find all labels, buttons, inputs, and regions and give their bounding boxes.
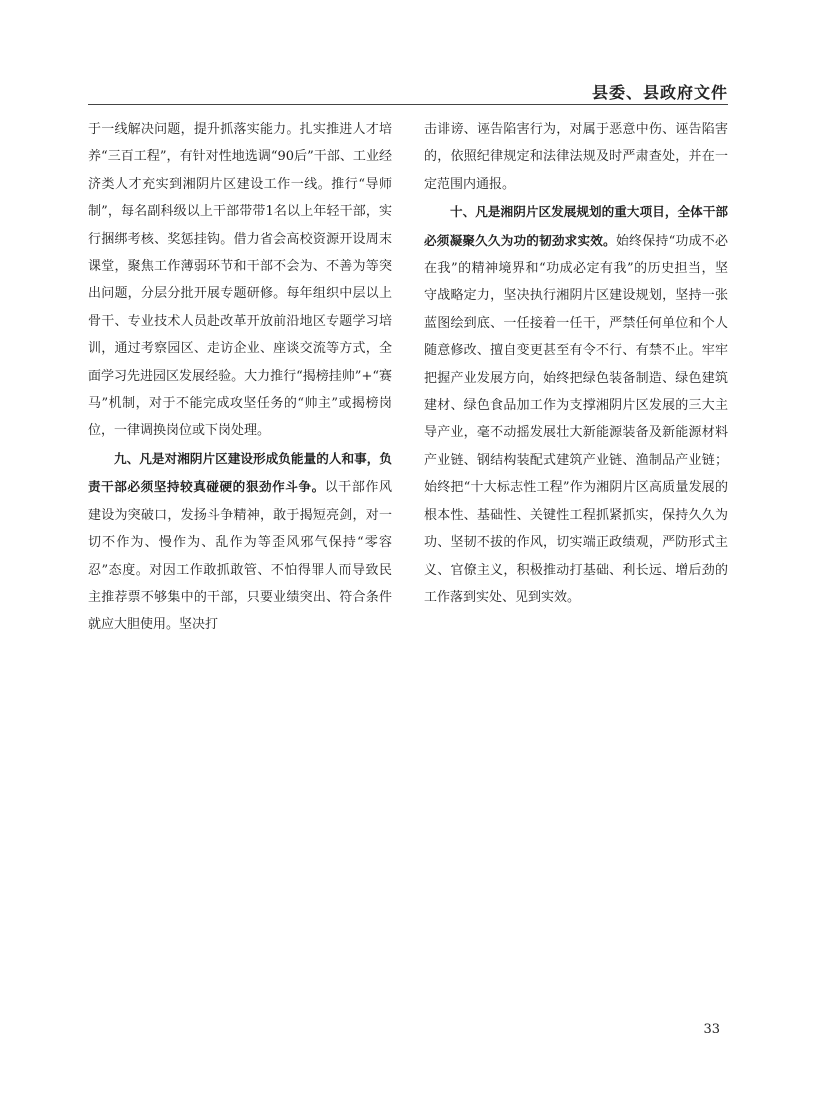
right-column [424,116,728,611]
right-paragraph-1: 击诽谤、诬告陷害行为，对属于恶意中伤、诬告陷害的，依照纪律规定和法律法规及时严肃查处，并在一定范围内通报。 [424,122,728,192]
section-body-10: 始终保持“功成不必在我”的精神境界和“功成必定有我”的历史担当，坚守战略定力，坚决执行湘阴片区建设规划，坚持一张蓝图绘到底、一任接着一任干，严禁任何单位和个人随意修改、擅自变更甚至有令不行、有禁不止。牢牢把握产业发展方向，始终把绿色装备制造、绿色建筑建材、绿色食品加工作为支撑湘阴片区发展的三大主导产业，毫不动摇发展壮大新能源装备及新能源材料产业链、钢结构装配式建筑产业链、渔制品产业链；始终把“十大标志性工程”作为湘阴片区高质量发展的根本性、基础性、关键性工程抓紧抓实，保持久久为功、坚韧不拔的作风，切实端正政绩观，严防形式主义、官僚主义，积极推动打基础、利长远、增后劲的工作落到实处、见到实效。 [424,233,729,605]
left-column [88,116,392,639]
left-paragraph-1: 于一线解决问题，提升抓落实能力。扎实推进人才培养“三百工程”，有针对性地选调“90后”干部、工业经济类人才充实到湘阴片区建设工作一线。推行“导师制”，每名副科级以上干部带带1名以上年轻干部，实行捆绑考核、奖惩挂钩。借力省会高校资源开设周末课堂，聚焦工作薄弱环节和干部不会为、不善为等突出问题，分层分批开展专题研修。每年组织中层以上骨干、专业技术人员赴改革开放前沿地区专题学习培训，通过考察园区、走访企业、座谈交流等方式，全面学习先进园区发展经验。大力推行“揭榜挂帅”+“赛马”机制，对于不能完成攻坚任务的“帅主”或揭榜岗位，一律调换岗位或下岗处理。 [88,122,392,439]
section-heading-10: 十、凡是湘阴片区发展规划的重大项目，全体干部必须凝聚久久为功的韧劲求实效。 [424,204,728,248]
running-header-title: 县委、县政府文件 [591,83,728,102]
left-paragraph-2 [88,445,392,639]
right-paragraph-2 [424,198,728,611]
section-body-9: 以干部作风建设为突破口，发扬斗争精神，敢于揭短亮剑，对一切不作为、慢作为、乱作为等歪风邪气保持“零容忍”态度。对因工作敢抓敢管、不怕得罪人而导致民主推荐票不够集中的干部，只要业绩突出、符合条件就应大胆使用。坚决打 [88,480,392,633]
section-heading-9: 九、凡是对湘阴片区建设形成负能量的人和事，负责干部必须坚持较真碰硬的狠劲作斗争。 [88,450,392,495]
page-number: 33 [703,1022,720,1037]
header-rule [88,104,728,105]
